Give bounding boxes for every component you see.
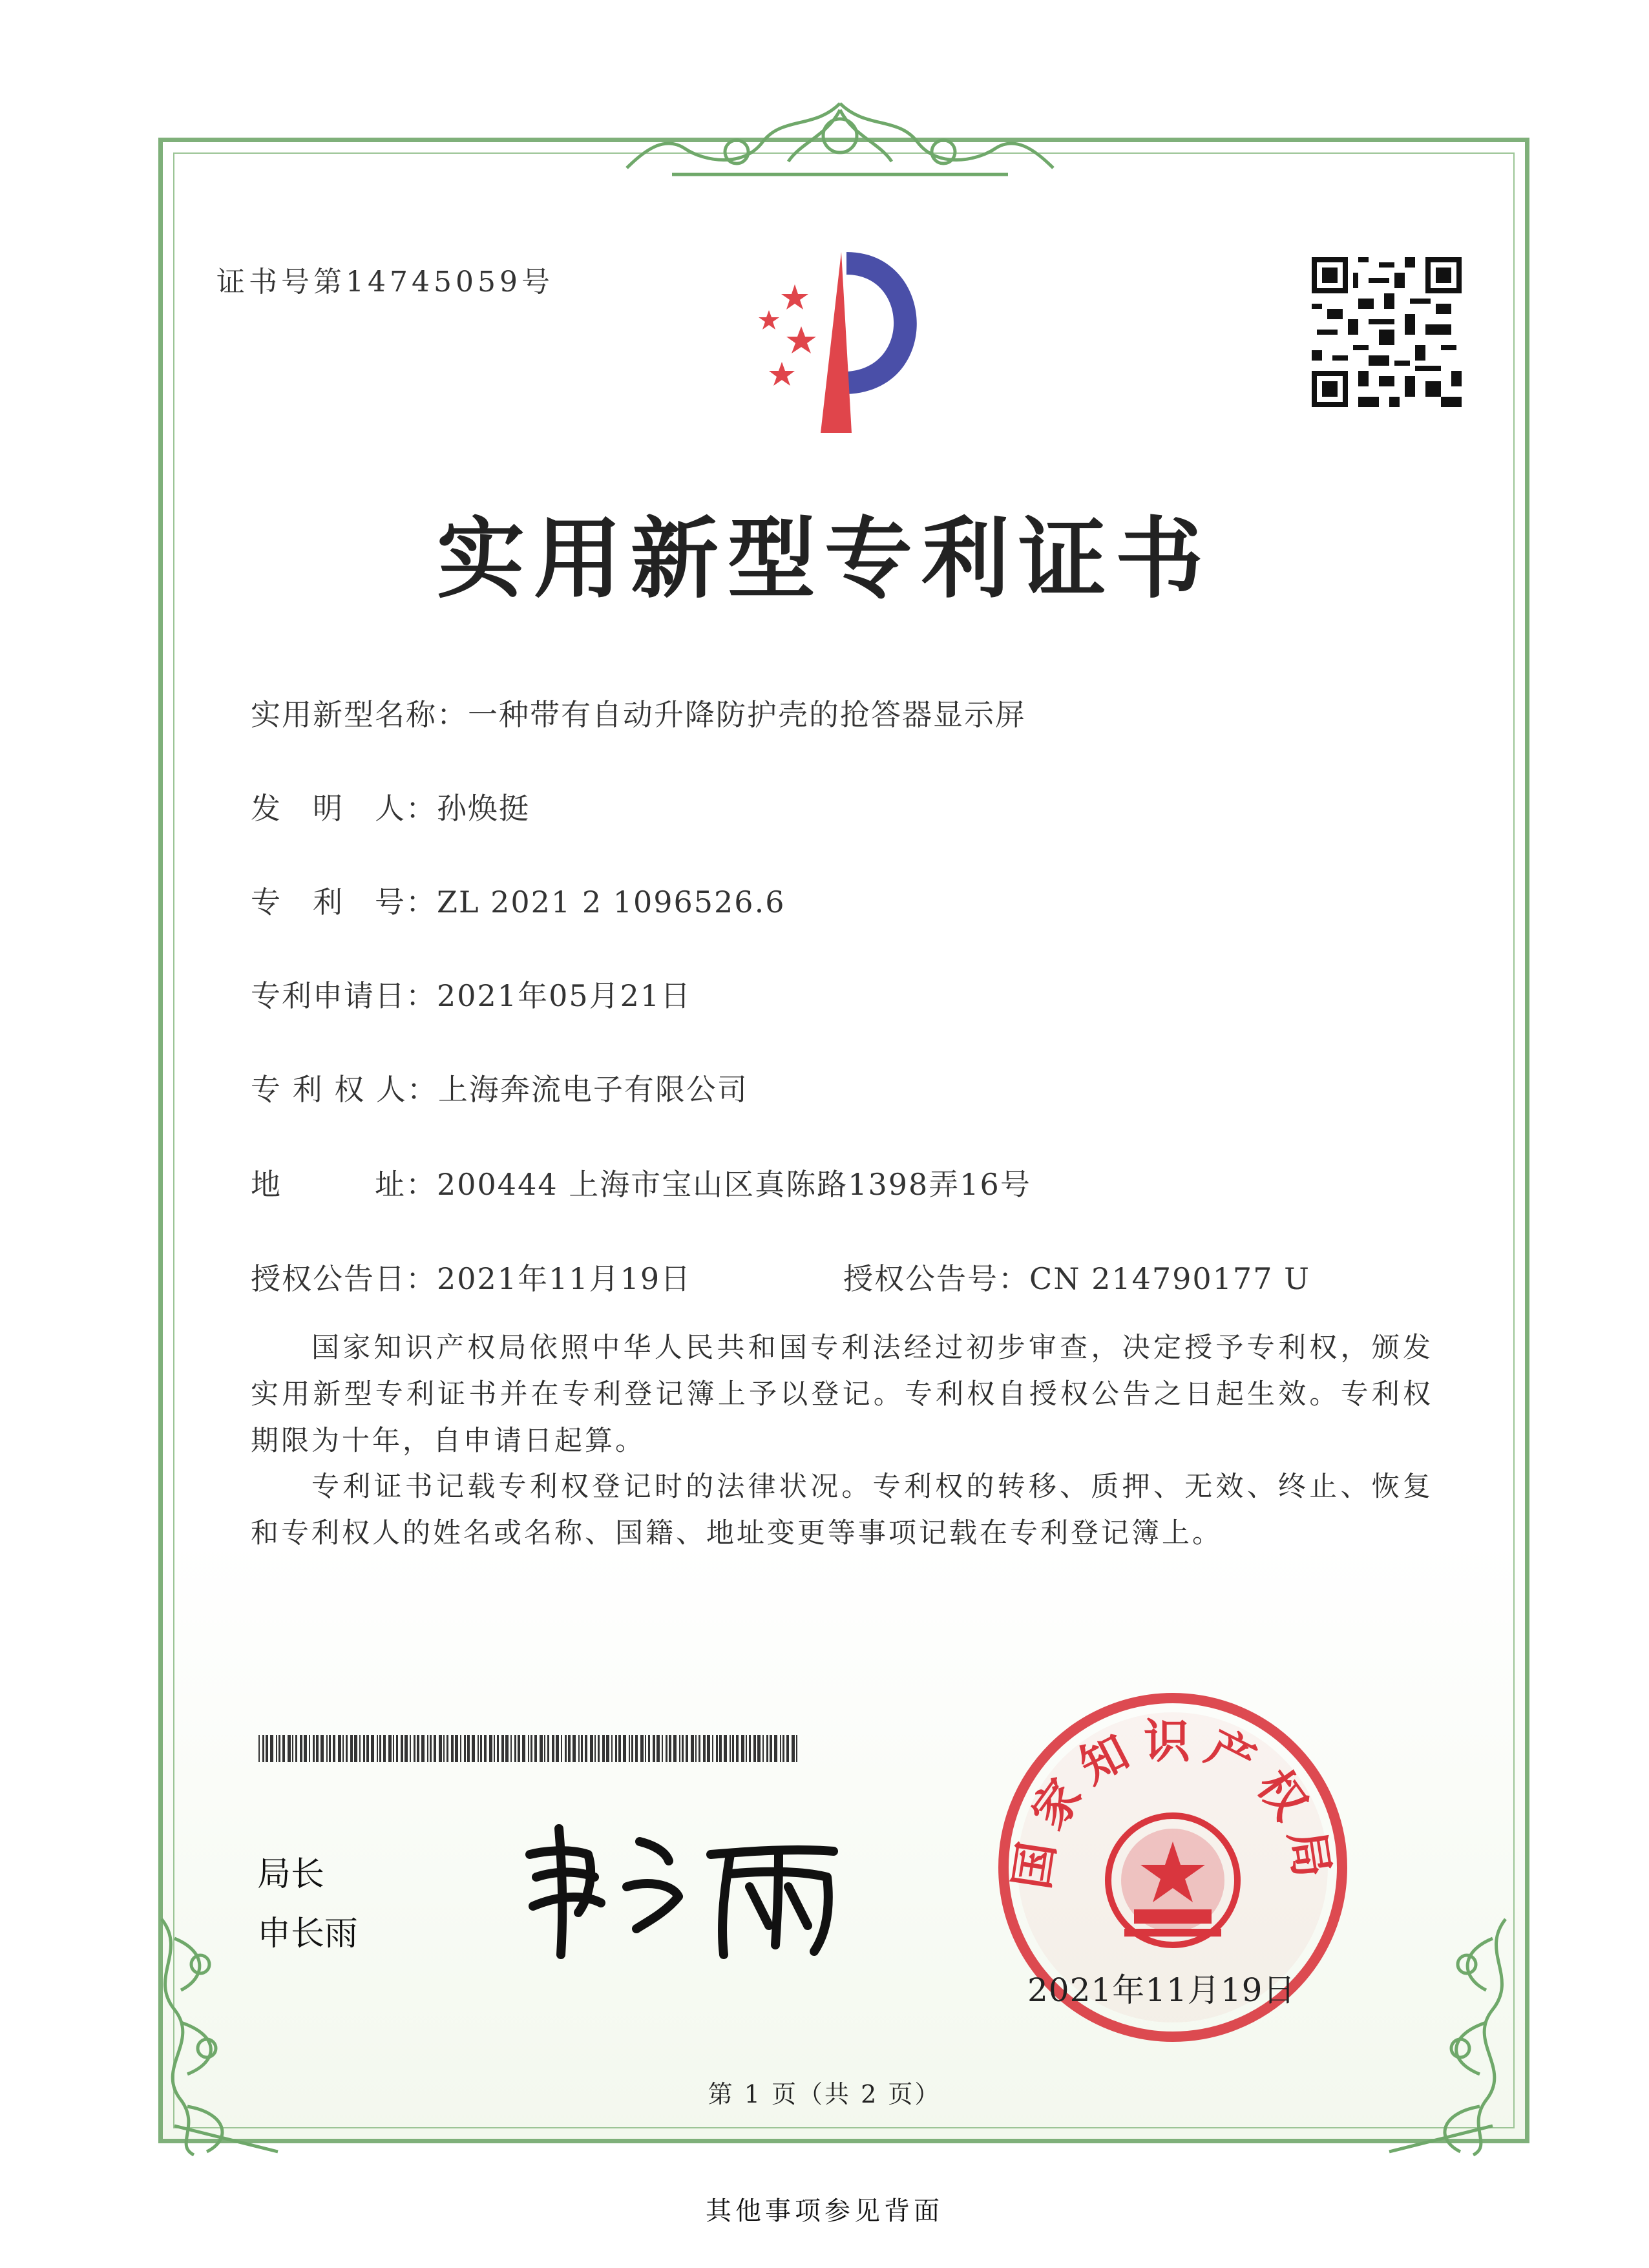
certificate-title: 实用新型专利证书 [437,507,1212,611]
field-value: 孙焕挺 [437,791,530,826]
field-label: 专 利 号： [251,885,437,919]
field-patentee [251,1066,748,1109]
bottom-right-ornament-icon [1383,1913,1531,2158]
field-patent-number [251,879,785,921]
top-ornament-icon [607,90,1073,187]
field-inventor [251,785,530,828]
field-grant-number [843,1255,1310,1298]
field-address [251,1161,1031,1204]
field-value: CN 214790177 U [1029,1261,1310,1296]
director-title: 局长 [257,1855,325,1894]
field-grant-date [251,1255,691,1298]
director-signature-icon [517,1816,853,1964]
field-utility-model-name [251,691,1026,734]
seal-text: 国家知识产权局 [1004,1714,1341,1893]
field-value: 一种带有自动升降防护壳的抢答器显示屏 [468,697,1026,732]
field-value: 200444 上海市宝山区真陈路1398弄16号 [437,1167,1031,1202]
field-value: 上海奔流电子有限公司 [437,1072,748,1107]
certificate-number: 证书号第14745059号 [216,266,554,299]
body-paragraph-2: 专利证书记载专利权登记时的法律状况。专利权的转移、质押、无效、终止、恢复和专利权人的姓名或名称、国籍、地址变更等事项记载在专利登记簿上。 [251,1471,1433,1549]
field-label: 专利申请日： [251,978,437,1013]
field-label: 地 址： [251,1167,437,1202]
field-application-date [251,972,691,1015]
cnipa-logo-icon [724,249,969,436]
field-label: 实用新型名称： [251,697,468,732]
field-value: ZL 2021 2 1096526.6 [437,885,786,919]
barcode-icon [258,1735,801,1762]
seal-date: 2021年11月19日 [1027,1971,1296,2009]
page-indicator: 第 1 页（共 2 页） [708,2080,941,2108]
field-value: 2021年11月19日 [437,1261,692,1296]
field-label: 专 利 权 人： [251,1072,438,1107]
field-value: 2021年05月21日 [437,978,692,1013]
body-paragraph-1: 国家知识产权局依照中华人民共和国专利法经过初步审查，决定授予专利权，颁发实用新型专利证书并在专利登记簿上予以登记。专利权自授权公告之日起生效。专利权期限为十年，自申请日起算。 [251,1332,1433,1457]
director-name: 申长雨 [257,1915,359,1953]
field-label: 授权公告日： [251,1261,437,1296]
footer-note: 其他事项参见背面 [706,2196,943,2226]
field-label: 发 明 人： [251,791,437,826]
qr-code-icon[interactable] [1312,257,1462,407]
field-label: 授权公告号： [843,1261,1029,1296]
